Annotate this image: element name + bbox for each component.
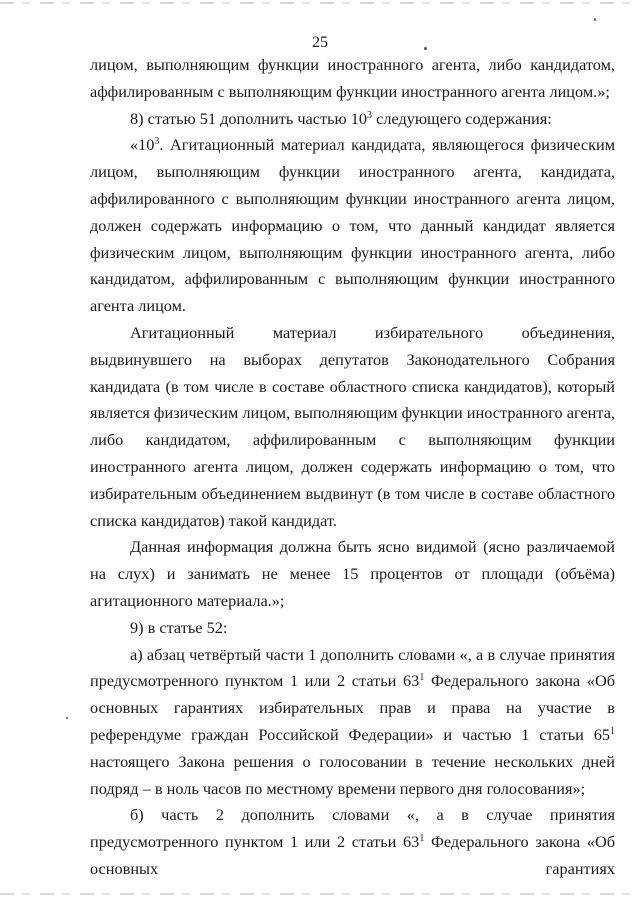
scan-edge-bottom xyxy=(0,893,640,895)
paragraph xyxy=(90,106,615,133)
paragraph-text: 9) в статье 52: xyxy=(130,617,228,637)
paragraph-text: Агитационный материал избирательного объединения, выдвинувшего на выборах депутатов Законодательного Собрания кандидата (в том числе в составе областного списка кандидатов), который является физическим лицом, выполняющим функции иностранного агента, либо кандидатом, аффилированным с выполняющим функции иностранного агента лицом, должен содержать информацию о том, что избирательным объединением выдвинут (в том числе в составе областного списка кандидатов) такой кандидат. xyxy=(90,322,615,530)
paragraph xyxy=(90,132,615,320)
page-number: 25 xyxy=(312,34,328,51)
paragraph xyxy=(90,534,615,614)
superscript: 3 xyxy=(367,109,373,121)
paragraph-text: лицом, выполняющим функции иностранного агента, либо кандидатом, аффилированным с выполняющим функции иностранного агента лицом.»; xyxy=(90,55,615,101)
paragraph-text: настоящего Закона решения о голосовании в течение нескольких дней подряд – в ноль часов по местному времени первого дня голосования»; xyxy=(90,751,615,798)
paragraph-text: а) абзац четвёртый части 1 дополнить словами «, а в случае принятия предусмотренного пунктом 1 или 2 статьи 63 xyxy=(90,644,615,691)
paragraph xyxy=(90,52,615,106)
scan-speck xyxy=(424,47,427,50)
superscript: 3 xyxy=(154,136,160,148)
superscript: 1 xyxy=(610,725,615,737)
document-body xyxy=(90,52,615,883)
paragraph-text: . Агитационный материал кандидата, являющегося физическим лицом, выполняющим функции иностранного агента, кандидата, аффилированного с выполняющим функции иностранного агента лицом, должен содержать информацию о том, что данный кандидат является физическим лицом, выполняющим функции иностранного агента, либо кандидатом, аффилированным с выполняющим функции иностранного агента лицом. xyxy=(90,135,615,316)
superscript: 1 xyxy=(419,672,425,684)
paragraph xyxy=(90,802,615,882)
paragraph-text: Федерального закона «Об основных гарантиях xyxy=(90,832,615,878)
paragraph-text: Федерального закона «Об основных гарантиях избирательных прав и права на участие в референдуме граждан Российской Федерации» и частью 1 статьи 65 xyxy=(90,671,615,744)
paragraph-text: «10 xyxy=(130,135,155,155)
paragraph xyxy=(90,642,615,803)
scan-speck xyxy=(594,18,596,21)
superscript: 1 xyxy=(419,833,425,845)
paragraph-text: б) часть 2 дополнить словами «, а в случае принятия предусмотренного пунктом 1 или 2 статьи 63 xyxy=(90,805,615,852)
scan-edge-top xyxy=(0,2,640,4)
scan-speck xyxy=(66,717,68,719)
paragraph-text: следующего содержания: xyxy=(372,108,552,128)
paragraph-text: Данная информация должна быть ясно видимой (ясно различаемой на слух) и занимать не менее 15 процентов от площади (объёма) агитационного материала.»; xyxy=(90,537,615,610)
paragraph-text: 8) статью 51 дополнить частью 10 xyxy=(130,108,368,128)
paragraph xyxy=(90,320,615,534)
paragraph xyxy=(90,615,615,642)
